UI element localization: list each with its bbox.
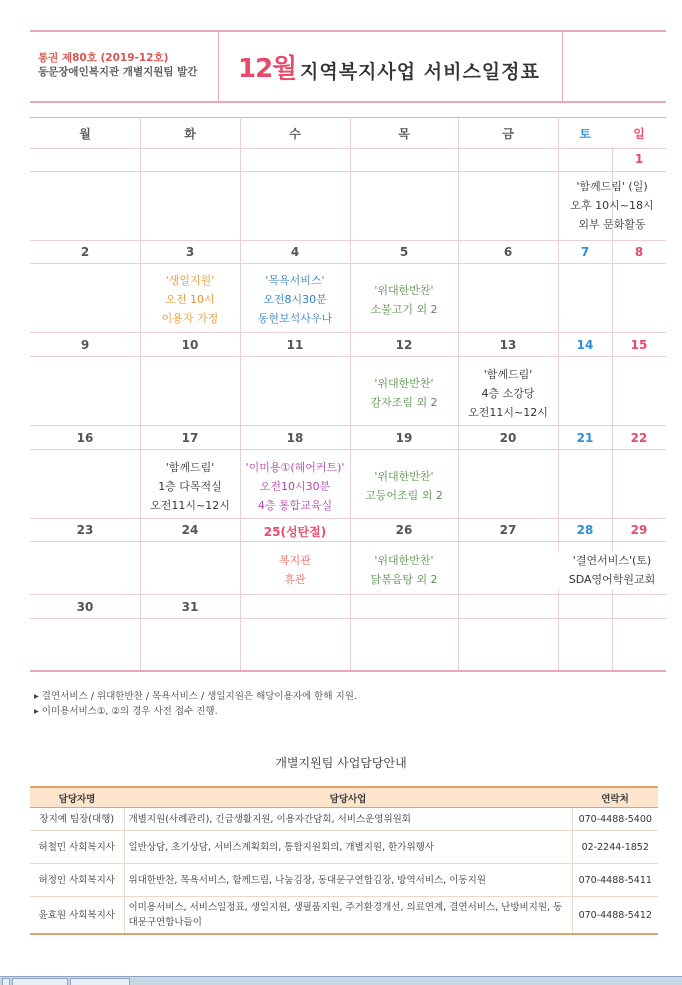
event-title: '목욕서비스': [265, 274, 325, 287]
date-3: 3: [185, 245, 195, 259]
grid-line: [30, 356, 666, 357]
month-label: 12월: [238, 54, 297, 84]
date-15: 15: [630, 338, 648, 352]
date-9: 9: [80, 338, 90, 352]
event-title: '이미용①(헤어커트)': [245, 461, 345, 474]
event-menu: 소불고기 외 2: [370, 303, 438, 316]
event-title: '함께드림': [165, 461, 215, 474]
event-time: 오전10시30분: [259, 480, 331, 493]
staff-work: 위대한반찬, 목욕서비스, 함께드림, 나눔김장, 동대문구연합김장, 방역서비스, 이동지원: [124, 864, 572, 897]
note-text: 결연서비스 / 위대한반찬 / 목욕서비스 / 생일지원은 해당이용자에 한해 지원.: [41, 691, 357, 702]
date-31: 31: [181, 600, 199, 614]
staff-table-title: 개별지원팀 사업담당안내: [275, 756, 407, 770]
date-23: 23: [76, 523, 94, 537]
date-18: 18: [286, 431, 304, 445]
event-side-dish: [350, 281, 458, 319]
staff-name: 허철민 사회복지사: [30, 831, 124, 864]
event-time: 오전8시30분: [263, 293, 327, 306]
date-17: 17: [181, 431, 199, 445]
date-16: 16: [76, 431, 94, 445]
staff-phone: 070-4488-5400: [572, 808, 658, 831]
event-title: '결연서비스'(토): [572, 554, 652, 567]
date-2: 2: [80, 245, 90, 259]
event-title: '위대한반찬': [374, 284, 434, 297]
event-title: '위대한반찬': [374, 377, 434, 390]
event-title: '생일지원': [165, 274, 215, 287]
event-time: 오후 10시~18시: [570, 199, 654, 212]
staff-name: 윤효원 사회복지사: [30, 897, 124, 935]
event-haircut: [240, 458, 350, 515]
event-place: 이용자 가정: [161, 312, 219, 325]
event-culture: [558, 177, 666, 234]
weekday-tue: 화: [184, 127, 196, 141]
header-phone: 연락처: [572, 787, 658, 808]
page-title: 지역복지사업 서비스일정표: [300, 61, 540, 83]
date-13: 13: [499, 338, 517, 352]
staff-phone: 070-4488-5412: [572, 897, 658, 935]
grid-line: [30, 618, 666, 619]
event-time: 오전 10시: [165, 293, 215, 306]
date-20: 20: [499, 431, 517, 445]
event-side-dish: [350, 467, 458, 505]
header-top-line: [30, 30, 666, 32]
staff-table: [30, 786, 658, 935]
event-side-dish: [350, 551, 458, 589]
event-place: SDA영어학원교회: [568, 573, 656, 586]
staff-phone: 02-2244-1852: [572, 831, 658, 864]
header-divider: [218, 32, 219, 101]
header-work: 담당사업: [124, 787, 572, 808]
staff-name: 장지예 팀장(대행): [30, 808, 124, 831]
weekday-sun: 일: [633, 127, 645, 141]
date-26: 26: [395, 523, 413, 537]
issue-number: 통권 제80호 (2019-12호): [38, 52, 169, 64]
grid-line: [140, 117, 141, 671]
date-14: 14: [576, 338, 594, 352]
event-sponsorship: [558, 551, 666, 589]
grid-line: [30, 541, 666, 542]
header-name: 담당자명: [30, 787, 124, 808]
event-place: 1층 다목적실: [158, 480, 222, 493]
date-22: 22: [630, 431, 648, 445]
date-10: 10: [181, 338, 199, 352]
calendar: [30, 117, 666, 671]
event-title: '위대한반찬': [374, 470, 434, 483]
grid-line: [30, 425, 666, 426]
date-5: 5: [399, 245, 409, 259]
weekday-wed: 수: [289, 127, 301, 141]
date-11: 11: [286, 338, 304, 352]
event-title: '위대한반찬': [374, 554, 434, 567]
grid-line: [30, 449, 666, 450]
grid-line: [30, 171, 666, 172]
event-place: 외부 문화활동: [578, 218, 646, 231]
weekday-thu: 목: [398, 127, 410, 141]
grid-line: [30, 263, 666, 264]
date-6: 6: [503, 245, 513, 259]
event-place: 4층 통합교육실: [257, 499, 333, 512]
staff-work: 이미용서비스, 서비스일정표, 생일지원, 생필품지원, 주거환경개선, 의료연계, 결연서비스, 난방비지원, 동대문구연합나들이: [124, 897, 572, 935]
staff-phone: 070-4488-5411: [572, 864, 658, 897]
staff-work: 개별지원(사례관리), 긴급생활지원, 이용자간담회, 서비스운영위원회: [124, 808, 572, 831]
date-7: 7: [580, 245, 590, 259]
event-menu: 고등어조림 외 2: [365, 489, 443, 502]
event-closed: [240, 551, 350, 589]
date-4: 4: [290, 245, 300, 259]
header-divider-right: [562, 32, 563, 101]
event-time: 오전11시~12시: [468, 406, 548, 419]
table-row: [30, 864, 658, 897]
grid-line: [30, 518, 666, 519]
table-row: [30, 897, 658, 935]
note-text: 이미용서비스①, ②의 경우 사전 접수 진행.: [41, 706, 218, 717]
weekday-fri: 금: [502, 127, 514, 141]
publisher: 동문장애인복지관 개별지원팀 발간: [38, 66, 198, 78]
date-30: 30: [76, 600, 94, 614]
date-29: 29: [630, 523, 648, 537]
event-birthday: [140, 271, 240, 328]
date-24: 24: [181, 523, 199, 537]
event-place: 동현보석사우나: [257, 312, 333, 325]
event-together: [140, 458, 240, 515]
event-side-dish: [350, 374, 458, 412]
event-together: [458, 365, 558, 422]
staff-work: 일반상담, 초기상담, 서비스계획회의, 통합지원회의, 개별지원, 한가위행사: [124, 831, 572, 864]
note-2: ▸ 이미용서비스①, ②의 경우 사전 접수 진행.: [34, 706, 218, 717]
date-1: 1: [634, 152, 644, 166]
date-21: 21: [576, 431, 594, 445]
date-19: 19: [395, 431, 413, 445]
weekday-header: [30, 117, 666, 149]
grid-line: [30, 594, 666, 595]
table-header-row: [30, 787, 658, 808]
event-place: 4층 소강당: [481, 387, 535, 400]
grid-line: [30, 240, 666, 241]
grid-line: [30, 332, 666, 333]
staff-name: 허정인 사회복지사: [30, 864, 124, 897]
weekday-mon: 월: [79, 127, 91, 141]
table-row: [30, 808, 658, 831]
date-25: 25(성탄절): [263, 525, 327, 539]
event-title: '함께드림' (일): [576, 180, 648, 193]
event-title: 복지관: [279, 554, 311, 567]
date-27: 27: [499, 523, 517, 537]
event-title: '함께드림': [483, 368, 533, 381]
event-menu: 닭볶음탕 외 2: [370, 573, 438, 586]
date-28: 28: [576, 523, 594, 537]
weekday-sat: 토: [579, 127, 591, 141]
date-12: 12: [395, 338, 413, 352]
date-8: 8: [634, 245, 644, 259]
header-bottom-line: [30, 101, 666, 103]
note-1: ▸ 결연서비스 / 위대한반찬 / 목욕서비스 / 생일지원은 해당이용자에 한해 지원.: [34, 691, 357, 702]
event-menu: 감자조림 외 2: [370, 396, 438, 409]
event-bath: [240, 271, 350, 328]
table-row: [30, 831, 658, 864]
calendar-bottom-line: [30, 670, 666, 672]
event-note: 휴관: [284, 573, 306, 586]
event-time: 오전11시~12시: [150, 499, 230, 512]
